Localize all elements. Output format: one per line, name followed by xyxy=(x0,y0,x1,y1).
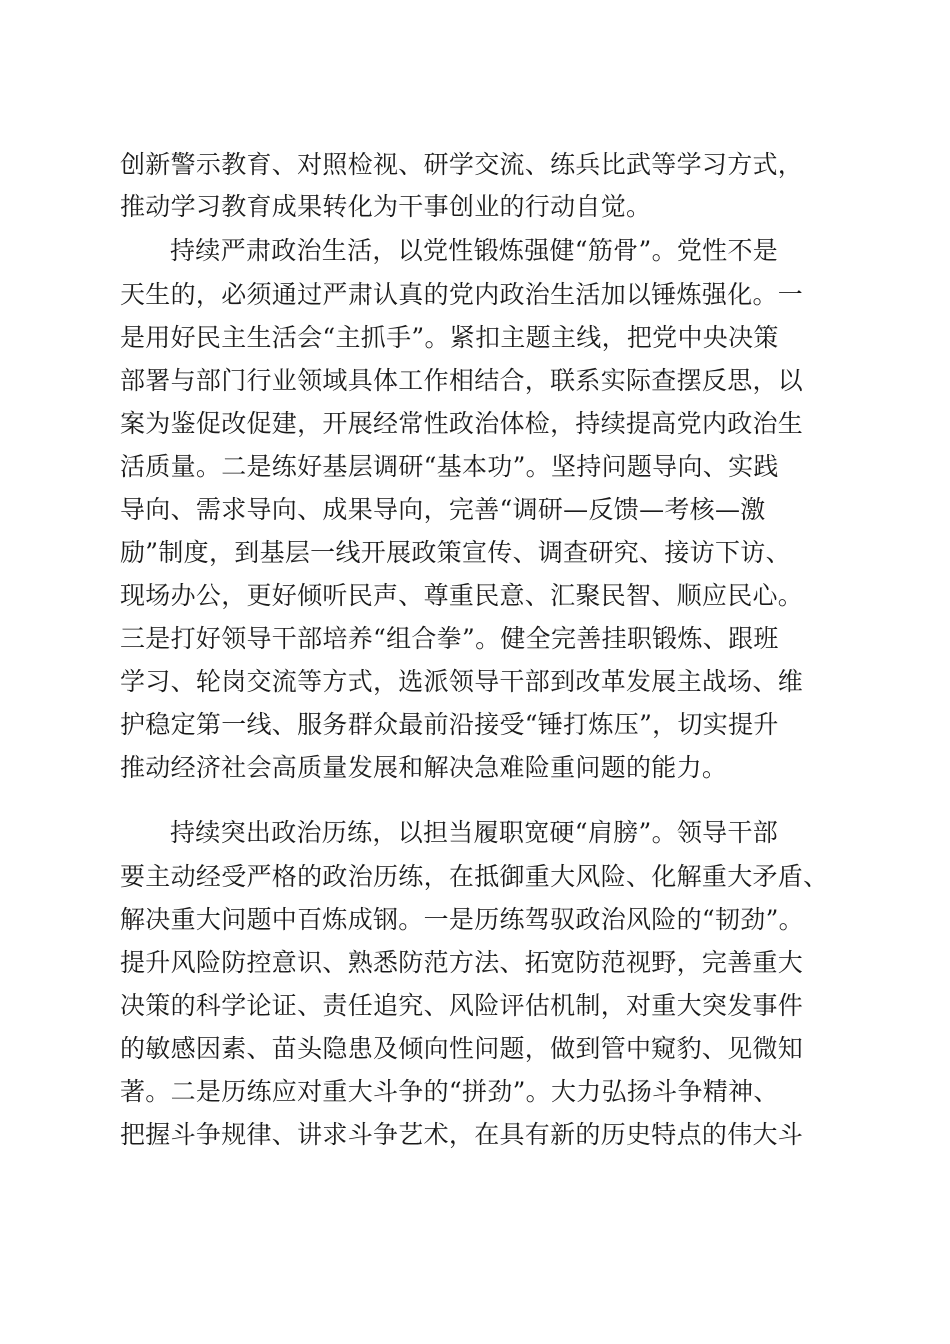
text-line: 护稳定第一线、服务群众最前沿接受“锤打炼压”，切实提升 xyxy=(120,710,779,739)
text-line: 部署与部门行业领域具体工作相结合，联系实际查摆反思，以 xyxy=(120,366,804,395)
text-line: 案为鉴促改促建，开展经常性政治体检，持续提高党内政治生 xyxy=(120,409,804,438)
paragraph-start-line: 持续严肃政治生活，以党性锻炼强健“筋骨”。党性不是 xyxy=(170,236,779,265)
text-line: 推动经济社会高质量发展和解决急难险重问题的能力。 xyxy=(120,753,728,782)
text-line: 要主动经受严格的政治历练，在抵御重大风险、化解重大矛盾、 xyxy=(120,862,829,891)
paragraph-start-line: 持续突出政治历练，以担当履职宽硬“肩膀”。领导干部 xyxy=(170,818,779,847)
text-line: 活质量。二是练好基层调研“基本功”。坚持问题导向、实践 xyxy=(120,452,779,481)
text-line: 解决重大问题中百炼成钢。一是历练驾驭政治风险的“韧劲”。 xyxy=(120,905,804,934)
text-line: 学习、轮岗交流等方式，选派领导干部到改革发展主战场、维 xyxy=(120,667,804,696)
text-line: 推动学习教育成果转化为干事创业的行动自觉。 xyxy=(120,192,652,221)
text-line: 著。二是历练应对重大斗争的“拼劲”。大力弘扬斗争精神、 xyxy=(120,1077,779,1106)
text-line: 决策的科学论证、责任追究、风险评估机制，对重大突发事件 xyxy=(120,991,804,1020)
text-line: 励”制度，到基层一线开展政策宣传、调查研究、接访下访、 xyxy=(120,538,791,567)
text-line: 是用好民主生活会“主抓手”。紧扣主题主线，把党中央决策 xyxy=(120,323,779,352)
text-line: 把握斗争规律、讲求斗争艺术，在具有新的历史特点的伟大斗 xyxy=(120,1120,804,1149)
text-line: 提升风险防控意识、熟悉防范方法、拓宽防范视野，完善重大 xyxy=(120,948,804,977)
text-line: 天生的，必须通过严肃认真的党内政治生活加以锤炼强化。一 xyxy=(120,280,804,309)
text-line: 三是打好领导干部培养“组合拳”。健全完善挂职锻炼、跟班 xyxy=(120,624,779,653)
text-line: 的敏感因素、苗头隐患及倾向性问题，做到管中窥豹、见微知 xyxy=(120,1034,804,1063)
text-line: 现场办公，更好倾听民声、尊重民意、汇聚民智、顺应民心。 xyxy=(120,581,804,610)
text-line: 创新警示教育、对照检视、研学交流、练兵比武等学习方式， xyxy=(120,150,804,179)
text-line: 导向、需求导向、成果导向，完善“调研—反馈—考核—激 xyxy=(120,495,766,524)
